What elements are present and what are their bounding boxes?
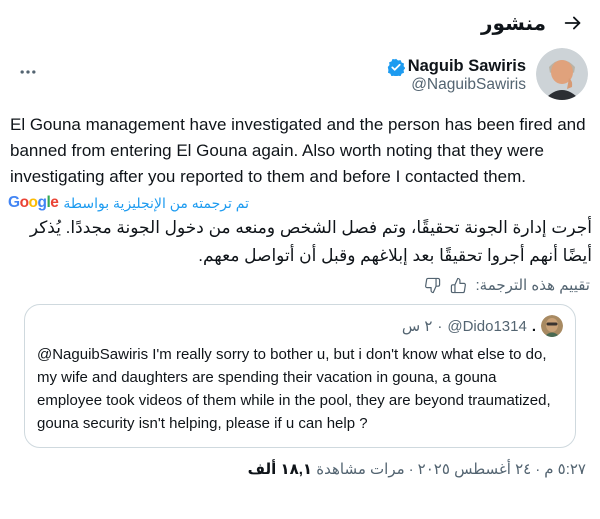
post-date: ٢٤ أغسطس ٢٠٢٥ xyxy=(417,461,532,478)
author-handle[interactable]: @NaguibSawiris xyxy=(411,76,526,93)
author-avatar[interactable] xyxy=(536,48,588,100)
quoted-author-handle: @Dido1314 xyxy=(447,317,527,335)
views-label: مرات مشاهدة xyxy=(316,461,405,478)
translation-attribution[interactable] xyxy=(0,194,600,212)
thumb-down-icon[interactable] xyxy=(424,277,441,294)
page-header xyxy=(0,0,600,36)
meta-separator: · xyxy=(535,461,541,478)
translated-from-label: تم ترجمته من الإنجليزية بواسطة xyxy=(63,194,249,211)
back-arrow-icon[interactable] xyxy=(560,10,586,36)
views-count: ١٨,١ ألف xyxy=(247,461,313,478)
thumb-up-icon[interactable] xyxy=(450,277,467,294)
tweet-meta-row xyxy=(0,448,600,478)
more-options-icon[interactable] xyxy=(12,48,44,93)
tweet-text: El Gouna management have investigated and the person has been fired and banned from entering El Gouna again. Also worth noting that they were investigating after you reported to them and before I contacted them. xyxy=(10,115,586,186)
quoted-tweet-header xyxy=(37,315,563,337)
author-row xyxy=(0,48,600,100)
rate-translation-row xyxy=(0,276,600,294)
page-title: منشور xyxy=(481,12,546,35)
verified-badge-icon xyxy=(387,58,405,76)
translated-tweet-text: أجرت إدارة الجونة تحقيقًا، وتم فصل الشخص ومنعه من دخول الجونة مجددًا. يُذكر أيضًا أنهم أجروا تحقيقًا بعد إبلاغهم وقبل أن أتواصل معهم. xyxy=(29,218,592,265)
meta-separator: · xyxy=(408,461,414,478)
quoted-tweet-text: @NaguibSawiris I'm really sorry to bother u, but i don't know what else to do, my wife and daughters are spending their vacation in gouna, a gouna employee took videos of them while in the pool, they are beyond traumatized, gouna security isn't helping, please if u can help ? xyxy=(37,346,551,432)
author-name-block xyxy=(387,48,526,100)
quoted-tweet-card[interactable] xyxy=(24,304,576,448)
post-time: ٥:٢٧ م xyxy=(544,461,586,478)
quoted-author-name: . xyxy=(531,317,536,335)
author-info xyxy=(387,48,588,100)
author-name[interactable]: Naguib Sawiris xyxy=(407,57,526,75)
quoted-author-avatar[interactable] xyxy=(541,315,563,337)
quoted-tweet-timestamp: ٢ س xyxy=(401,318,433,335)
rate-translation-label[interactable]: تقييم هذه الترجمة: xyxy=(475,277,590,294)
google-logo: Google xyxy=(8,194,59,211)
quoted-header-separator: · xyxy=(437,317,443,335)
